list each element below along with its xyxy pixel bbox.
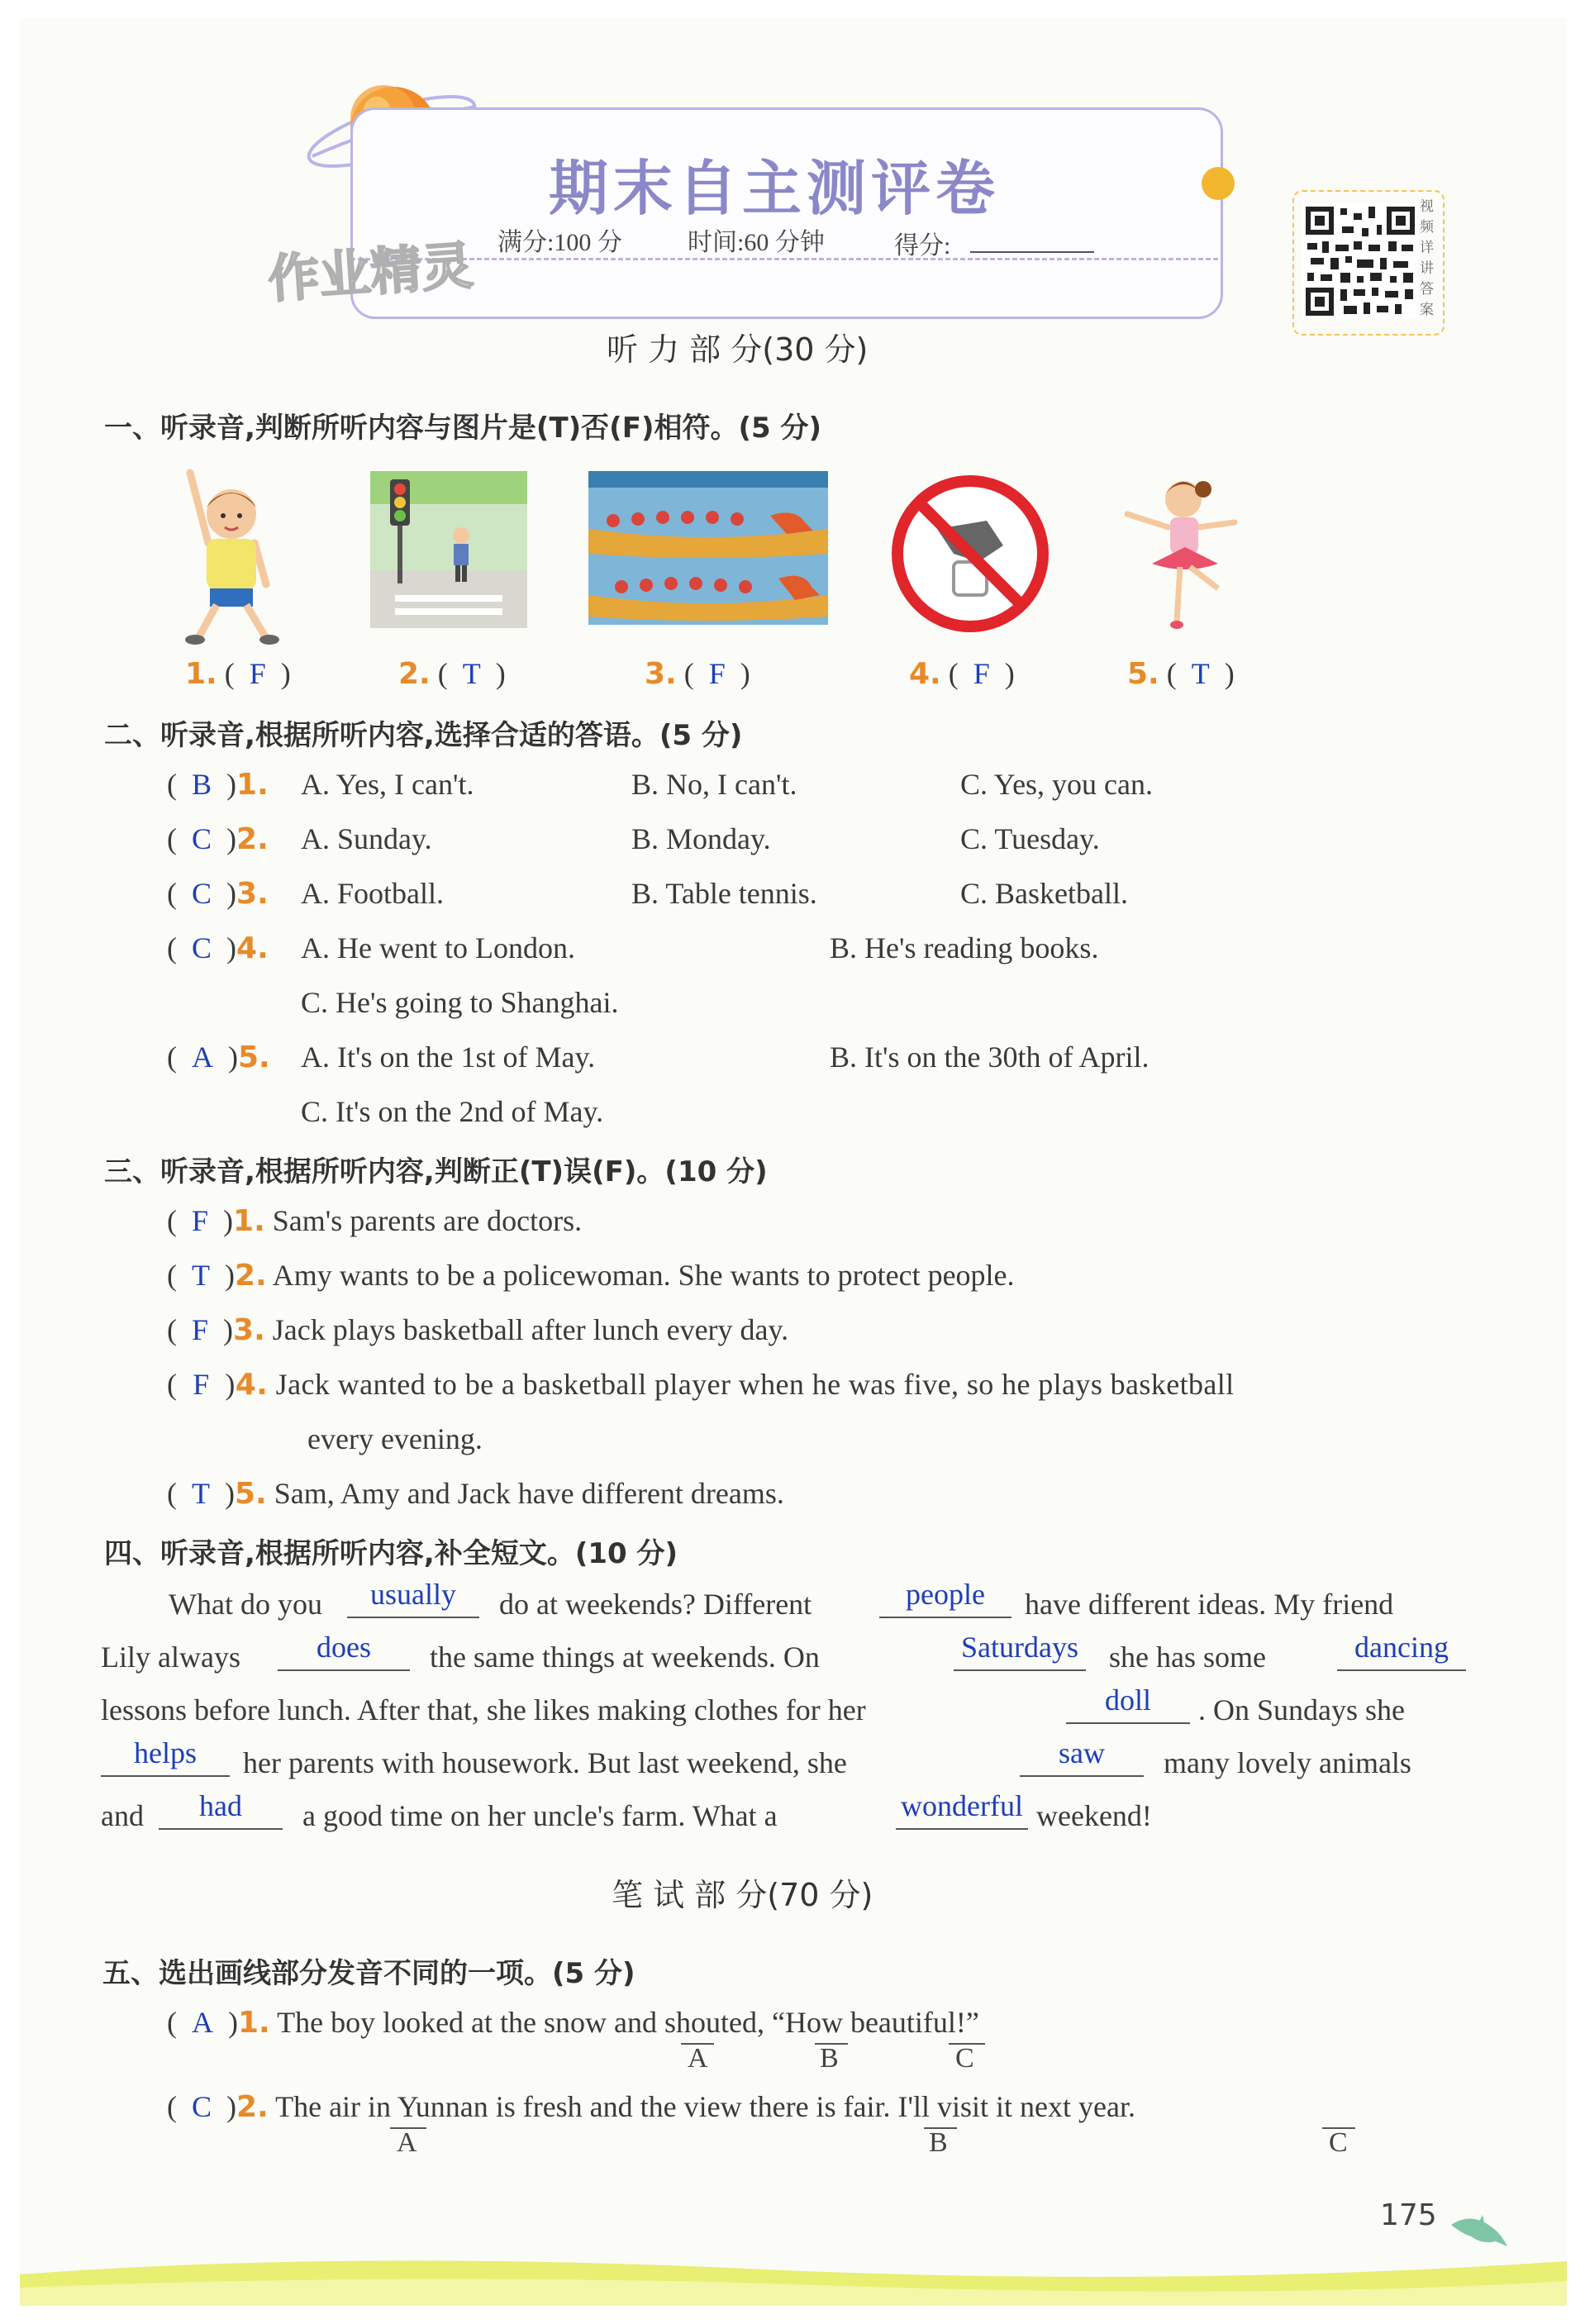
s2-item-1-option-a: A. Yes, I can't. (301, 768, 474, 801)
passage-text: her parents with housework. But last weekend, she (243, 1746, 847, 1779)
passage-text: and (101, 1799, 144, 1832)
s1-item-2-answer: T (462, 657, 481, 690)
s1-item-1-answer: F (249, 657, 266, 690)
passage-text: weekend! (1036, 1799, 1152, 1832)
page-title: 期末自主测评卷 (549, 154, 1001, 223)
score-got-label: 得分: (894, 232, 951, 260)
blank-9-answer: had (199, 1789, 242, 1822)
s5-item-1-number: 1. (238, 2006, 270, 2040)
s3-item-3: ( F )3. Jack plays basketball after lunch every day. (167, 1313, 789, 1347)
letter-b: B (820, 2043, 839, 2074)
section-1-title: 一、听录音,判断所听内容与图片是(T)否(F)相符。(5 分) (104, 412, 822, 445)
passage-text: What do you (169, 1588, 322, 1621)
s2-item-1-option-c: C. Yes, you can. (960, 768, 1154, 801)
s1-item-4-answer: F (973, 657, 990, 690)
watermark: 作业精灵 (266, 235, 475, 310)
blank-6-answer: doll (1104, 1683, 1151, 1717)
s5-item-2-text: The air in Yunnan is fresh and the view there is fair. I'll visit it next year. (275, 2090, 1135, 2123)
s3-item-2-text: Amy wants to be a policewoman. She wants to protect people. (272, 1259, 1015, 1292)
s2-item-5-answer: A (192, 1041, 213, 1074)
s3-item-3-text: Jack plays basketball after lunch every day. (272, 1313, 789, 1346)
letter-a: A (397, 2127, 417, 2158)
s3-item-2: ( T )2. Amy wants to be a policewoman. She wants to protect people. (167, 1259, 1015, 1293)
blank-2 (879, 1575, 1011, 1618)
blank-8-answer: saw (1059, 1736, 1105, 1769)
letter-c: C (1329, 2127, 1348, 2158)
passage-text: Lily always (101, 1641, 240, 1674)
s5-item-2: ( C )2. The air in Yunnan is fresh and the view there is fair. I'll visit it next year. (167, 2090, 1135, 2124)
s1-item-5-answer: T (1191, 657, 1210, 690)
s3-item-5-number: 5. (235, 1477, 267, 1511)
passage-text: lessons before lunch. After that, she likes making clothes for her (101, 1693, 866, 1726)
section-2-title: 二、听录音,根据所听内容,选择合适的答语。(5 分) (104, 719, 743, 752)
blank-7 (101, 1734, 230, 1777)
s2-item-2-option-c: C. Tuesday. (960, 822, 1100, 855)
s3-item-4-text-cont: every evening. (307, 1422, 483, 1455)
blank-5 (1337, 1628, 1466, 1671)
s3-item-5: ( T )5. Sam, Amy and Jack have different dreams. (167, 1477, 784, 1511)
s2-item-1-number: 1. (236, 768, 269, 802)
s3-item-4-text: Jack wanted to be a basketball player when he was five, so he plays basketball (275, 1368, 1235, 1401)
s2-item-4-option-c: C. He's going to Shanghai. (301, 986, 619, 1019)
s3-item-4-answer: F (193, 1368, 210, 1401)
s3-item-3-answer: F (192, 1313, 209, 1346)
passage-text: do at weekends? Different (499, 1588, 812, 1621)
qr-caption: 视频详讲答案 (1420, 198, 1434, 318)
blank-4 (954, 1628, 1086, 1671)
s1-item-3: 3. ( F ) (645, 657, 750, 691)
dragon-boat-image (588, 471, 828, 625)
s1-item-4: 4. ( F ) (909, 657, 1015, 691)
blank-8 (1020, 1734, 1144, 1777)
s2-item-3-answer: C (192, 877, 212, 910)
banner-divider (350, 258, 1218, 260)
section-5-title: 五、选出画线部分发音不同的一项。(5 分) (102, 1957, 635, 1990)
s2-item-4-number: 4. (236, 931, 269, 965)
s2-item-3-option-c: C. Basketball. (960, 877, 1128, 910)
s2-item-5-option-a: A. It's on the 1st of May. (301, 1041, 596, 1074)
s2-item-3-option-a: A. Football. (301, 877, 445, 910)
time-limit: 时间:60 分钟 (688, 229, 825, 256)
passage-text: the same things at weekends. On (430, 1641, 820, 1674)
blank-10-answer: wonderful (901, 1789, 1023, 1822)
letter-b: B (929, 2127, 948, 2158)
s3-item-1: ( F )1. Sam's parents are doctors. (167, 1204, 583, 1238)
banner-dot-icon (1202, 167, 1235, 200)
s3-item-3-number: 3. (233, 1313, 265, 1347)
traffic-light-image (370, 471, 527, 628)
score-blank (970, 251, 1094, 253)
s5-item-2-answer: C (192, 2090, 212, 2123)
s1-item-3-answer: F (708, 657, 726, 690)
s3-item-5-answer: T (192, 1477, 210, 1510)
s2-item-1-bracket: ( B )1. (167, 768, 269, 802)
s3-item-2-answer: T (192, 1259, 210, 1292)
letter-a: A (688, 2043, 708, 2074)
s1-item-2: 2. ( T ) (398, 657, 506, 691)
s5-item-1: ( A )1. The boy looked at the snow and shouted, “How beautiful!” (167, 2006, 979, 2040)
s2-item-4-option-a: A. He went to London. (301, 931, 575, 964)
passage-text: have different ideas. My friend (1025, 1588, 1394, 1621)
s2-item-2-option-a: A. Sunday. (301, 822, 432, 855)
s2-item-4-answer: C (192, 931, 212, 964)
s2-item-2-answer: C (192, 822, 212, 855)
s3-item-4-number: 4. (235, 1368, 269, 1402)
s3-item-1-answer: F (192, 1204, 209, 1237)
s1-item-1-number: 1. (185, 657, 217, 691)
s1-item-3-number: 3. (645, 657, 677, 691)
s2-item-2-number: 2. (236, 822, 269, 856)
passage-text: many lovely animals (1164, 1746, 1411, 1779)
s1-item-4-number: 4. (909, 657, 941, 691)
s2-item-4-option-b: B. He's reading books. (830, 931, 1099, 964)
page-number: 175 (1380, 2198, 1437, 2232)
blank-7-answer: helps (134, 1736, 197, 1769)
s2-item-5-number: 5. (238, 1041, 270, 1074)
s3-item-5-text: Sam, Amy and Jack have different dreams. (274, 1477, 784, 1510)
s5-item-1-text: The boy looked at the snow and shouted, “How beautiful!” (277, 2006, 979, 2039)
written-heading: 笔 试 部 分(70 分) (612, 1877, 873, 1913)
blank-1 (347, 1575, 479, 1618)
passage-text: she has some (1109, 1641, 1266, 1674)
passage-text: a good time on her uncle's farm. What a (302, 1799, 778, 1832)
s1-item-5: 5. ( T ) (1127, 657, 1235, 691)
s3-item-4: ( F )4. Jack wanted to be a basketball player when he was five, so he plays basketball (167, 1368, 1235, 1402)
listening-heading: 听 力 部 分(30 分) (607, 331, 869, 368)
s1-item-2-number: 2. (398, 657, 431, 691)
s2-item-4-bracket: ( C )4. (167, 931, 269, 965)
s2-item-3-number: 3. (236, 877, 269, 911)
letter-c: C (955, 2043, 974, 2074)
s2-item-3-bracket: ( C )3. (167, 877, 269, 911)
s2-item-5-bracket: ( A )5. (167, 1041, 270, 1074)
blank-1-answer: usually (370, 1578, 456, 1611)
s2-item-1-option-b: B. No, I can't. (631, 768, 797, 801)
blank-9 (159, 1787, 283, 1830)
s2-item-2-bracket: ( C )2. (167, 822, 269, 856)
blank-6 (1066, 1681, 1190, 1724)
blank-2-answer: people (906, 1578, 985, 1611)
s2-item-5-option-c: C. It's on the 2nd of May. (301, 1095, 604, 1128)
blank-3 (278, 1628, 410, 1671)
s2-item-2-option-b: B. Monday. (631, 822, 771, 855)
s5-item-1-answer: A (192, 2006, 213, 2039)
section-4-title: 四、听录音,根据所听内容,补全短文。(10 分) (104, 1537, 678, 1570)
page (20, 18, 1567, 2306)
blank-10 (896, 1787, 1028, 1830)
s3-item-1-text: Sam's parents are doctors. (272, 1204, 583, 1237)
s2-item-3-option-b: B. Table tennis. (631, 877, 817, 910)
boy-exercising-image (174, 464, 289, 646)
section-3-title: 三、听录音,根据所听内容,判断正(T)误(F)。(10 分) (104, 1155, 768, 1188)
s1-item-1: 1. ( F ) (185, 657, 291, 691)
score-full: 满分:100 分 (497, 229, 622, 256)
s2-item-5-option-b: B. It's on the 30th of April. (830, 1041, 1149, 1074)
footer-wave (20, 2241, 1567, 2306)
passage-text: . On Sundays she (1198, 1693, 1405, 1726)
s1-item-5-number: 5. (1127, 657, 1159, 691)
s5-item-2-number: 2. (236, 2090, 269, 2124)
s3-item-2-number: 2. (235, 1259, 267, 1293)
girl-dancing-image (1119, 464, 1251, 646)
qr-code-box[interactable] (1292, 190, 1445, 336)
s2-item-1-answer: B (192, 768, 212, 801)
s3-item-1-number: 1. (233, 1204, 265, 1238)
blank-4-answer: Saturdays (961, 1631, 1078, 1664)
no-littering-sign-image (888, 471, 1053, 636)
qr-code-icon (1302, 203, 1418, 319)
blank-3-answer: does (317, 1631, 371, 1664)
blank-5-answer: dancing (1354, 1631, 1449, 1664)
